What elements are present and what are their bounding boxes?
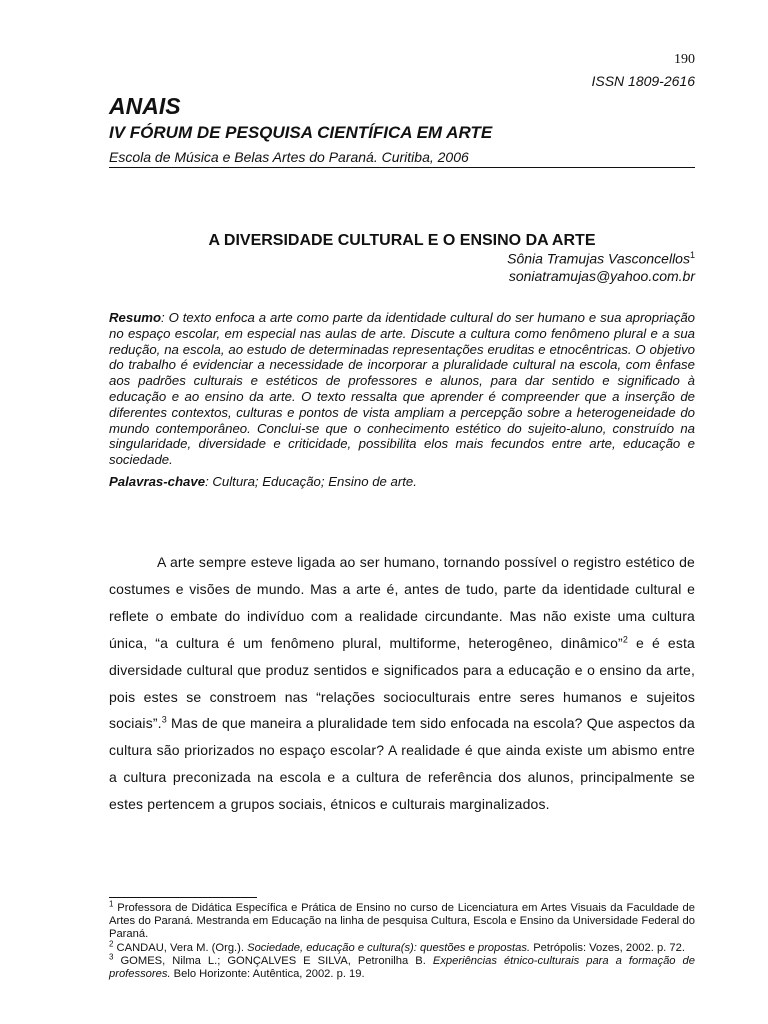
- issn: ISSN 1809-2616: [591, 73, 695, 89]
- abstract-text: : O texto enfoca a arte como parte da identidade cultural do ser humano e sua apropriação no espaço escolar, em especial nas aulas de arte. Discute a cultura como fenômeno plural e a sua redução, na escola, ao estudo de determinadas representações eruditas e etnocêntricas. O objetivo do trabalho é evidenciar a necessidade de incorporar a pluralidade cultural na escola, com ênfase aos padrões culturais e estéticos de professores e alunos, para dar sentido e significado à educação e ao ensino da arte. O texto ressalta que aprender é compreender que a inserção de diferentes contextos, culturas e pontos de vista ampliam a percepção sobre a heterogeneidade do mundo contemporâneo. Conclui-se que o conhecimento estético do sujeito-aluno, construído na singularidade, diversidade e criticidade, possibilita elos mais fecundos entre arte, educação e sociedade.: [109, 310, 695, 468]
- keywords-text: : Cultura; Educação; Ensino de arte.: [205, 474, 417, 489]
- venue-line: Escola de Música e Belas Artes do Paraná. Curitiba, 2006: [109, 149, 469, 165]
- footnote-1: [109, 899, 695, 942]
- journal-title: ANAIS: [109, 93, 181, 119]
- footnote-ref-2: 2: [622, 634, 628, 645]
- footnote-3-pre: GOMES, Nilma L.; GONÇALVES E SILVA, Petronilha B.: [113, 954, 433, 967]
- body-text-part2: e é esta diversidade cultural que produz sentidos e significados para a educação e o ensino da arte, pois estes se constroem nas “relações socioculturais entre seres humanos e sujeitos sociais”.: [109, 634, 695, 732]
- keywords-label: Palavras-chave: [109, 474, 206, 489]
- footnote-1-text: Professora de Didática Específica e Prática de Ensino no curso de Licenciatura em Artes Visuais da Faculdade de Artes do Paraná. Mestranda em Educação na linha de pesquisa Cultura, Escola e Ensino da Universidade Federal do Paraná.: [109, 902, 695, 941]
- keywords: [109, 474, 695, 489]
- event-title: IV FÓRUM DE PESQUISA CIENTÍFICA EM ARTE: [109, 123, 493, 142]
- footnote-ref-3: 3: [161, 714, 167, 725]
- footnote-divider: [109, 897, 257, 898]
- abstract: [109, 310, 695, 468]
- footnote-3-title: Experiências étnico-culturais para a formação de professores.: [109, 954, 695, 981]
- footnotes: [109, 899, 695, 981]
- author-name: Sônia Tramujas Vasconcellos: [507, 250, 690, 267]
- body-text-part1: A arte sempre esteve ligada ao ser humano, tornando possível o registro estético de costumes e visões de mundo. Mas a arte é, antes de tudo, parte da identidade cultural e reflete o embate do indivíduo com a realidade circundante. Mas não existe uma cultura única, “a cultura é um fenômeno plural, multiforme, heterogêneo, dinâmico”: [109, 554, 695, 651]
- footnote-2-pre: CANDAU, Vera M. (Org.).: [113, 941, 248, 954]
- author-line: [507, 250, 695, 267]
- header-divider: [109, 167, 695, 168]
- abstract-label: Resumo: [109, 310, 162, 325]
- footnote-2-mark: 2: [109, 938, 114, 948]
- page-number: 190: [674, 52, 695, 67]
- footnote-2: [109, 938, 695, 955]
- footnote-2-title: Sociedade, educação e cultura(s): questões e propostas.: [247, 941, 531, 954]
- article-title: A DIVERSIDADE CULTURAL E O ENSINO DA ARTE: [208, 232, 596, 249]
- body-paragraph: [109, 549, 695, 818]
- footnote-1-mark: 1: [109, 899, 114, 909]
- author-email: soniatramujas@yahoo.com.br: [508, 268, 695, 284]
- footnote-3-mark: 3: [109, 952, 114, 962]
- footnote-3: [109, 952, 695, 981]
- footnote-3-post: Belo Horizonte: Autêntica, 2002. p. 19.: [170, 968, 365, 981]
- footnote-2-post: Petrópolis: Vozes, 2002. p. 72.: [530, 941, 685, 954]
- author-footnote-ref: 1: [689, 250, 695, 260]
- body-text-part3: Mas de que maneira a pluralidade tem sido enfocada na escola? Que aspectos da cultura são priorizados no espaço escolar? A realidade é que ainda existe um abismo entre a cultura preconizada na escola e a cultura de referência dos alunos, principalmente se estes pertencem a grupos sociais, étnicos e culturais marginalizados.: [109, 715, 695, 813]
